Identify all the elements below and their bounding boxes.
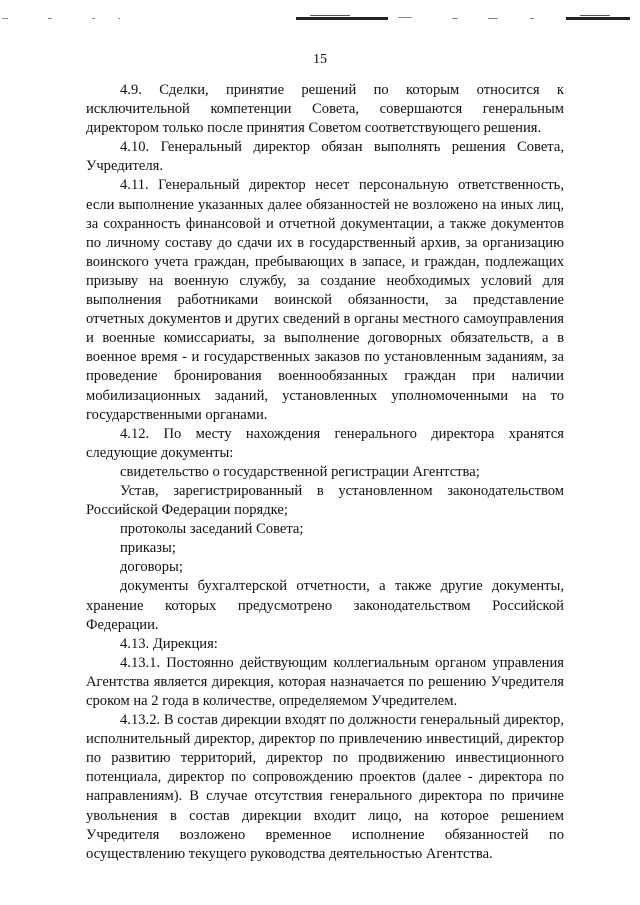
clause-4-13-2: 4.13.2. В состав дирекции входят по должности генеральный директор, исполнительный директор, директор по привлечению инвестиций, директор по развитию территорий, директор по продвижению инвестиционного потенциала, директор по сопровождению проектов (далее - директора по направлениям). В случае отсутствия генерального директора по причине увольнения в состав дирекции входит лицо, на которое решением Учредителя возложено временное исполнение обязанностей по осуществлению текущего руководства деятельностью Агентства. <box>86 712 564 862</box>
clause-4-13-heading: 4.13. Дирекция: <box>120 635 218 652</box>
document-list-item: документы бухгалтерской отчетности, а также другие документы, хранение которых предусмотрено законодательством Российской Федерации. <box>86 578 564 633</box>
clause-4-9: 4.9. Сделки, принятие решений по которым относится к исключительной компетенции Совета, совершаются генеральным директором только после принятия Советом соответствующего решения. <box>86 82 564 137</box>
document-list-item: приказы; <box>120 540 176 557</box>
document-body <box>86 81 564 864</box>
scan-artifact-marks <box>0 14 640 24</box>
document-list-item: Устав, зарегистрированный в установленном законодательством Российской Федерации порядке; <box>86 482 564 519</box>
clause-4-13-1: 4.13.1. Постоянно действующим коллегиальным органом управления Агентства является дирекция, которая назначается по решению Учредителя сроком на 2 года в количестве, определяемом Учредителем. <box>86 654 564 709</box>
document-list-item: договоры; <box>120 559 183 576</box>
page-number: 15 <box>313 52 327 67</box>
clause-4-12: 4.12. По месту нахождения генерального директора хранятся следующие документы: <box>86 425 564 461</box>
clause-4-10: 4.10. Генеральный директор обязан выполнять решения Совета, Учредителя. <box>86 139 564 175</box>
clause-4-11: 4.11. Генеральный директор несет персональную ответственность, если выполнение указанных далее обязанностей не возложено на иных лиц, за сохранность финансовой и отчетной документации, а также документов по личному составу до сдачи их в государственный архив, за организацию воинского учета граждан, пребывающих в запасе, и граждан, подлежащих призыву на военную службу, за создание необходимых условий для выполнения работниками воинской обязанности, за представление отчетных документов и других сведений в органы местного самоуправления и военные комиссариаты, за выполнение договорных обязательств, а в военное время - и государственных заказов по установленным заданиям, за проведение бронирования военнообязанных граждан при наличии мобилизационных заданий, установленных уполномоченными на то государственными органами. <box>86 177 564 423</box>
document-list-item: свидетельство о государственной регистрации Агентства; <box>120 463 480 480</box>
document-list-item: протоколы заседаний Совета; <box>120 521 304 538</box>
